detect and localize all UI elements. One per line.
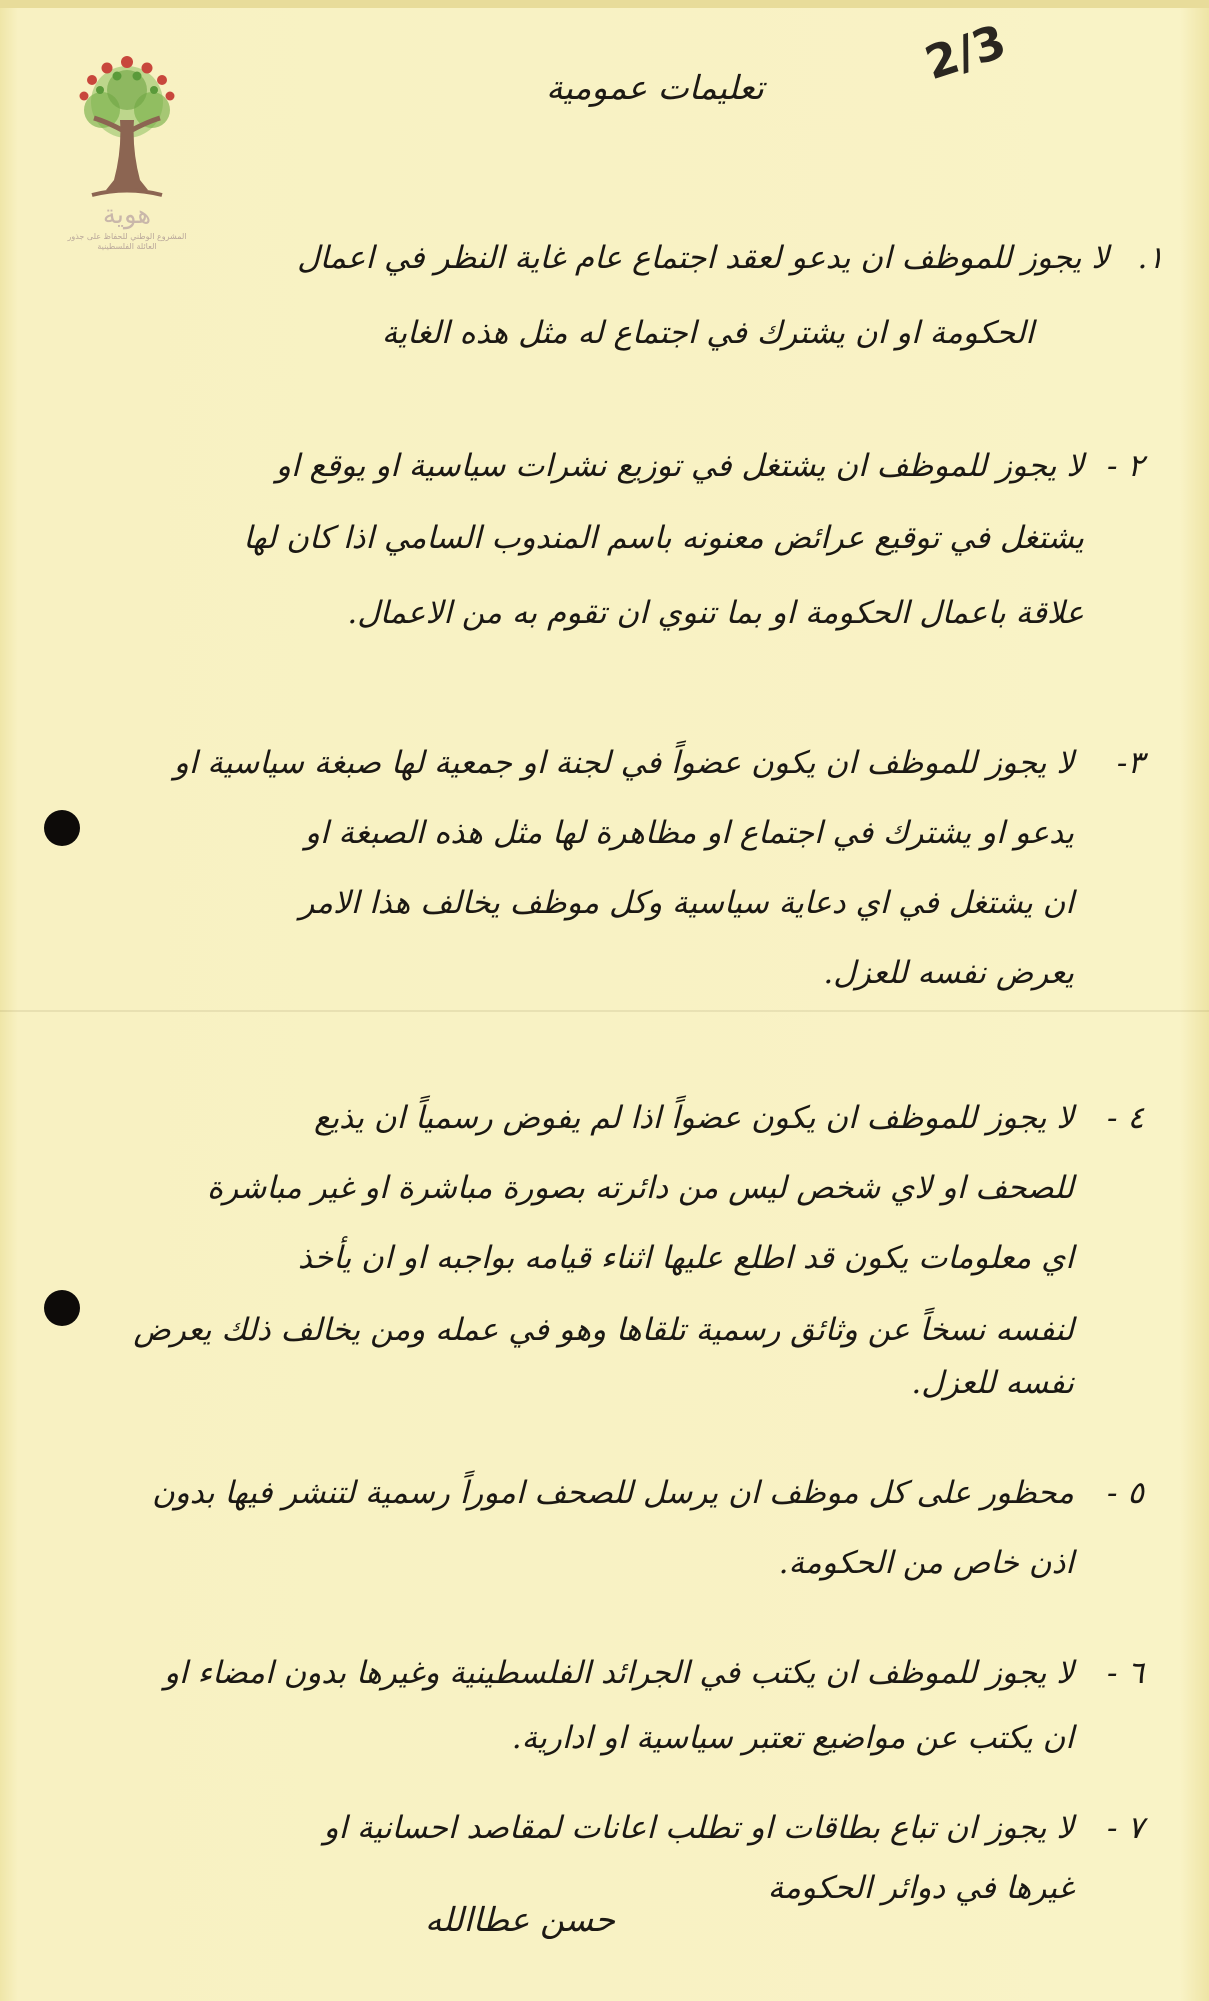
item-line: ان يشتغل في اي دعاية سياسية وكل موظف يخالف هذا الامر — [299, 885, 1074, 921]
page-number: 2/3 — [918, 13, 1013, 91]
page-title: تعليمات عمومية — [546, 68, 764, 107]
item-line: يدعو او يشترك في اجتماع او مظاهرة لها مثل هذه الصبغة او — [304, 815, 1074, 851]
logo-name: هوية — [102, 200, 152, 230]
item-number: ٦ - — [1107, 1655, 1144, 1691]
item-line: نفسه للعزل. — [911, 1365, 1074, 1401]
item-number: ٥ - — [1107, 1475, 1144, 1511]
logo-caption: المشروع الوطني للحفاظ على جذور العائلة الفلسطينية — [67, 232, 187, 251]
item-line: للصحف او لاي شخص ليس من دائرته بصورة مباشرة او غير مباشرة — [207, 1170, 1074, 1206]
signature: حسن عطاالله — [424, 1900, 616, 1939]
item-line: لا يجوز للموظف ان يكون عضواً في لجنة او جمعية لها صبغة سياسية او — [173, 745, 1074, 781]
item-line: لا يجوز ان تباع بطاقات او تطلب اعانات لمقاصد احسانية او — [323, 1810, 1074, 1846]
item-number: ٤ - — [1107, 1100, 1144, 1136]
item-line: اي معلومات يكون قد اطلع عليها اثناء قيامه بواجبه او ان يأخذ — [297, 1240, 1074, 1276]
fold-line — [0, 1010, 1209, 1012]
item-number: ٢ - — [1107, 448, 1144, 484]
item-line: لا يجوز للموظف ان يدعو لعقد اجتماع عام غاية النظر في اعمال — [297, 240, 1109, 276]
item-line: لنفسه نسخاً عن وثائق رسمية تلقاها وهو في عمله ومن يخالف ذلك يعرض — [133, 1312, 1074, 1348]
page-edge — [0, 0, 1209, 8]
organization-logo — [62, 50, 192, 265]
item-line: علاقة باعمال الحكومة او بما تنوي ان تقوم به من الاعمال. — [347, 595, 1084, 631]
punch-hole — [44, 810, 80, 846]
punch-hole — [44, 1290, 80, 1326]
item-line: محظور على كل موظف ان يرسل للصحف اموراً رسمية لتنشر فيها بدون — [151, 1475, 1074, 1511]
item-line: الحكومة او ان يشترك في اجتماع له مثل هذه الغاية — [381, 315, 1034, 351]
item-line: ان يكتب عن مواضيع تعتبر سياسية او ادارية. — [511, 1720, 1074, 1756]
item-line: اذن خاص من الحكومة. — [778, 1545, 1074, 1581]
item-number: ٣- — [1116, 745, 1144, 781]
item-number: ١. — [1137, 240, 1164, 276]
item-line: لا يجوز للموظف ان يكتب في الجرائد الفلسطينية وغيرها بدون امضاء او — [164, 1655, 1074, 1691]
item-number: ٧ - — [1107, 1810, 1144, 1846]
item-line: يعرض نفسه للعزل. — [823, 955, 1074, 991]
item-line: لا يجوز للموظف ان يكون عضواً اذا لم يفوض رسمياً ان يذيع — [314, 1100, 1074, 1136]
item-line: غيرها في دوائر الحكومة — [767, 1870, 1074, 1906]
item-line: يشتغل في توقيع عرائض معنونه باسم المندوب السامي اذا كان لها — [243, 520, 1084, 556]
item-line: لا يجوز للموظف ان يشتغل في توزيع نشرات سياسية او يوقع او — [276, 448, 1084, 484]
